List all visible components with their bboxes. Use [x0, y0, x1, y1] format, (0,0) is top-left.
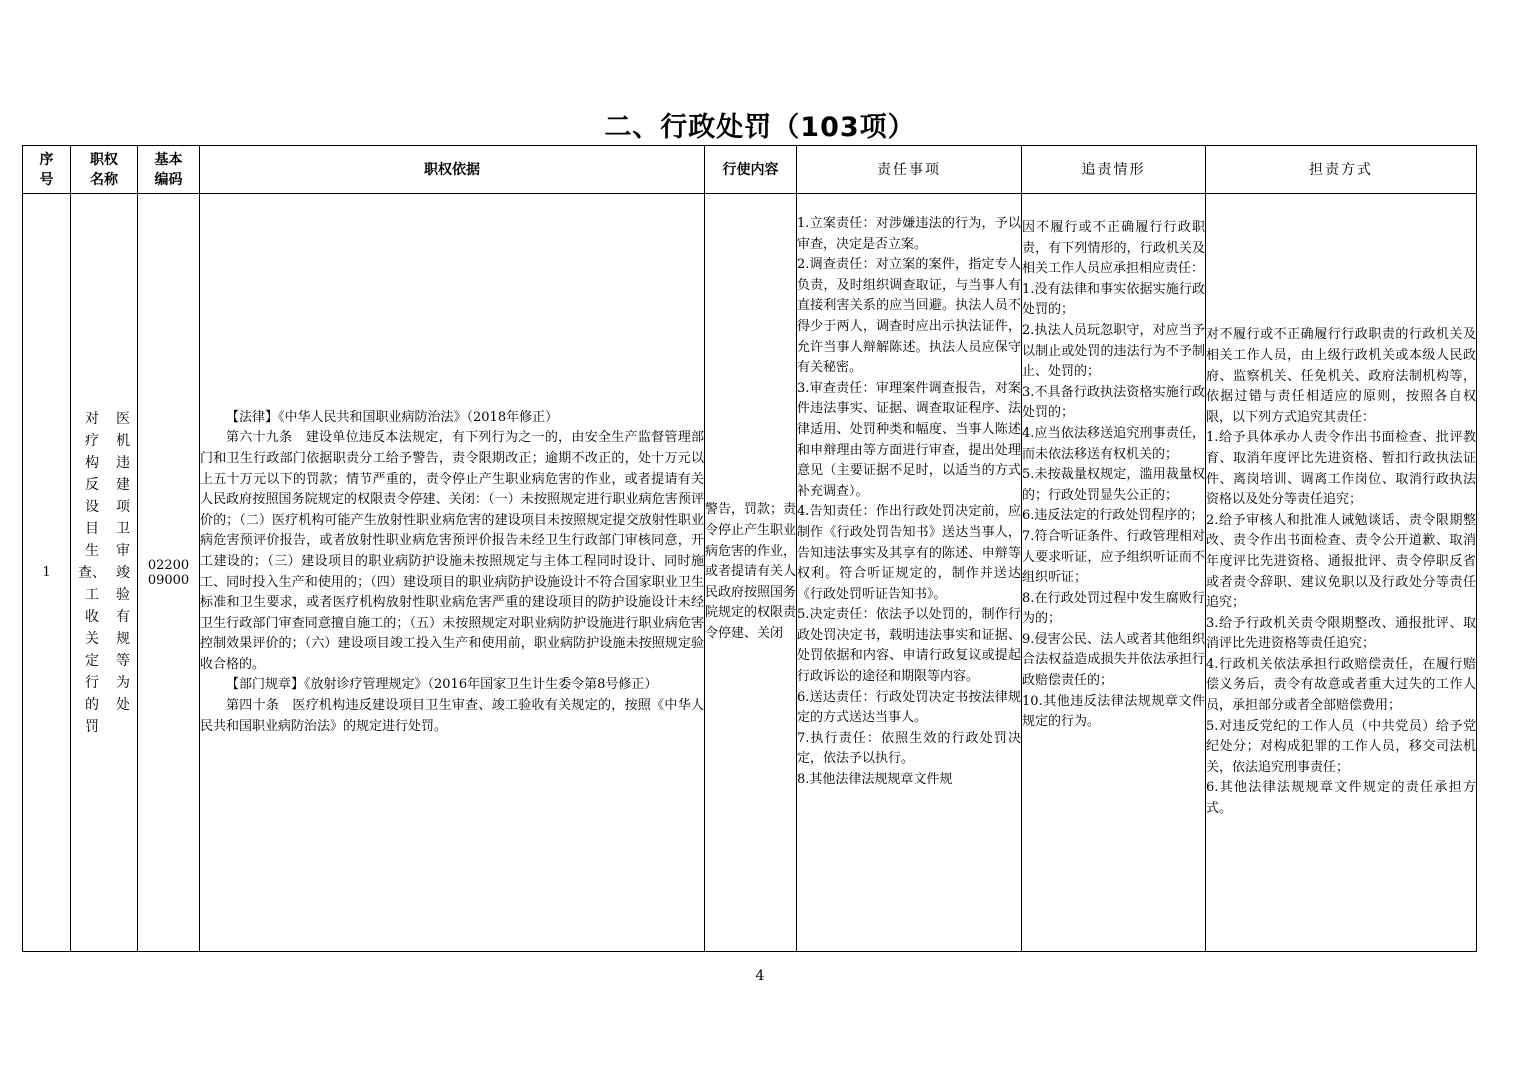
list-item: 4.告知责任：作出行政处罚决定前，应制作《行政处罚告知书》送达当事人，告知违法事实及其享有的陈述、申辩等权利。符合听证规定的，制作并送达《行政处罚听证告知书》。: [797, 504, 1021, 602]
list-item: 2.调查责任：对立案的案件，指定专人负责，及时组织调查取证，与当事人有直接利害关系的应当回避。执法人员不得少于两人，调查时应出示执法证件，允许当事人辩解陈述。执法人员应保守有关秘密。: [797, 257, 1021, 376]
basis-law-article: 第六十九条 建设单位违反本法规定，有下列行为之一的，由安全生产监督管理部门和卫生行政部门依据职责分工给予警告，责令限期改正；逾期不改正的，处十万元以上五十万元以下的罚款；情节严重的，责令停止产生职业病危害的作业，或者提请有关人民政府按照国务院规定的权限责令停建、关闭：（一）未按照规定进行职业病危害预评价的；（二）医疗机构可能产生放射性职业病危害的建设项目未按照规定提交放射性职业病危害预评价报告，或者放射性职业病危害预评价报告未经卫生行政部门审核同意，开工建设的；（三）建设项目的职业病防护设施未按照规定与主体工程同时设计、同时施工、同时投入生产和使用的；（四）建设项目的职业病防护设施设计不符合国家职业卫生标准和卫生要求，或者医疗机构放射性职业病危害严重的建设项目的防护设施设计未经卫生行政部门审查同意擅自施工的；（五）未按照规定对职业病防护设施进行职业病危害控制效果评价的；（六）建设项目竣工投入生产和使用前，职业病防护设施未按照规定验收合格的。: [200, 430, 704, 672]
list-item: 2.执法人员玩忽职守，对应当予以制止或处罚的违法行为不予制止、处罚的；: [1022, 322, 1205, 380]
name-char: 项: [116, 498, 130, 515]
table-row: [23, 194, 1477, 952]
name-char: 构: [85, 454, 99, 471]
name-char: 行: [85, 674, 99, 691]
row-method: [1206, 194, 1477, 952]
name-char: 为: [116, 674, 130, 691]
list-item: 3.审查责任：审理案件调查报告，对案件违法事实、证据、调查取证程序、法律适用、处罚种类和幅度、当事人陈述和申辩理由等方面进行审查，提出处理意见（主要证据不足时，以适当的方式补充调查）。: [797, 380, 1021, 499]
row-seq: 1: [23, 194, 71, 952]
row-name-vertical: [71, 408, 137, 738]
penalty-table: [22, 145, 1477, 952]
name-char: 工: [85, 586, 99, 603]
list-item: 9.侵害公民、法人或者其他组织合法权益造成损失并依法承担行政赔偿责任的；: [1022, 631, 1205, 689]
list-item: 3.不具备行政执法资格实施行政处罚的；: [1022, 384, 1205, 421]
list-item: 10.其他违反法律法规规章文件规定的行为。: [1022, 693, 1205, 730]
name-char: 规: [116, 630, 130, 647]
row-name-column-left: [78, 408, 106, 738]
list-item: 6.送达责任：行政处罚决定书按法律规定的方式送达当事人。: [797, 689, 1021, 726]
name-char: 审: [116, 542, 130, 559]
name-char: 等: [116, 652, 130, 669]
name-char: 建: [116, 476, 130, 493]
list-item: 4.应当依法移送追究刑事责任，而未依法移送有权机关的；: [1022, 425, 1205, 462]
list-item: 1.给予具体承办人责令作出书面检查、批评教育、取消年度评比先进资格、暂扣行政执法证件、离岗培训、调离工作岗位、取消行政执法资格以及处分等责任追究；: [1206, 430, 1476, 508]
name-char: 处: [116, 696, 130, 713]
list-item: 1.立案责任：对涉嫌违法的行为，予以审查，决定是否立案。: [797, 216, 1021, 252]
name-char: 的: [85, 696, 99, 713]
name-char: 违: [116, 454, 130, 471]
name-char: 验: [116, 586, 130, 603]
row-content: 警告，罚款；责令停止产生职业病危害的作业，或者提请有关人民政府按照国务院规定的权限责令停建、关闭: [705, 194, 797, 952]
name-char: 查、: [78, 564, 106, 581]
list-item: 7.符合听证条件、行政管理相对人要求听证，应予组织听证而不组织听证；: [1022, 528, 1205, 586]
name-char: 反: [85, 476, 99, 493]
list-item: 3.给予行政机关责令限期整改、通报批评、取消评比先进资格等责任追究；: [1206, 615, 1476, 652]
list-item: 4.行政机关依法承担行政赔偿责任，在履行赔偿义务后，责令有故意或者重大过失的工作人员，承担部分或者全部赔偿费用；: [1206, 656, 1476, 714]
table-header-row: [23, 146, 1477, 194]
list-item: 对不履行或不正确履行行政职责的行政机关及相关工作人员，由上级行政机关或本级人民政府、监察机关、任免机关、政府法制机构等，依据过错与责任相适应的原则，按照各自权限，以下列方式追究其责任：: [1206, 327, 1476, 425]
name-char: 收: [85, 608, 99, 625]
page-number: 4: [755, 968, 765, 984]
name-char: 机: [116, 432, 130, 449]
row-accountability: [1022, 194, 1206, 952]
list-item: 因不履行或不正确履行行政职责，有下列情形的，行政机关及相关工作人员应承担相应责任：: [1022, 220, 1205, 277]
name-char: 卫: [116, 520, 130, 537]
name-char: 生: [85, 542, 99, 559]
list-item: 1.没有法律和事实依据实施行政处罚的；: [1022, 281, 1205, 318]
name-char: 关: [85, 630, 99, 647]
list-item: 6.违反法定的行政处罚程序的；: [1022, 508, 1204, 524]
row-basis: [200, 194, 705, 952]
name-char: 疗: [85, 432, 99, 449]
basis-law-title: 【法律】《中华人民共和国职业病防治法》（2018年修正）: [226, 409, 559, 425]
header-basis: 职权依据: [200, 146, 705, 194]
list-item: 5.未按裁量权规定，滥用裁量权的；行政处罚显失公正的；: [1022, 467, 1205, 503]
list-item: 5.决定责任：依法予以处罚的，制作行政处罚决定书，载明违法事实和证据、处罚依据和内容、申请行政复议或提起行政诉讼的途径和期限等内容。: [797, 607, 1021, 685]
name-char: 对: [85, 410, 99, 427]
row-name: [71, 194, 138, 952]
name-char: 设: [85, 498, 99, 515]
name-char: 罚: [85, 718, 99, 735]
list-item: 7.执行责任：依照生效的行政处罚决定，依法予以执行。: [797, 730, 1021, 767]
row-code: 02200 09000: [138, 194, 200, 952]
header-seq: 序 号: [23, 146, 71, 194]
header-code: 基本 编码: [138, 146, 200, 194]
name-char: 医: [116, 410, 130, 427]
list-item: 6.其他法律法规规章文件规定的责任承担方式。: [1206, 780, 1476, 817]
name-char: 竣: [116, 564, 130, 581]
name-char: 定: [85, 652, 99, 669]
header-method: 担责方式: [1206, 146, 1477, 194]
list-item: 2.给予审核人和批准人诫勉谈话、责令限期整改、责令作出书面检查、责令公开道歉、取消年度评比先进资格、通报批评、责令停职反省或者责令辞职、建议免职以及行政处分等责任追究；: [1206, 512, 1476, 611]
name-char: 目: [85, 520, 99, 537]
row-name-column-right: [116, 408, 130, 738]
list-item: 5.对违反党纪的工作人员（中共党员）给予党纪处分；对构成犯罪的工作人员，移交司法机关，依法追究刑事责任；: [1206, 718, 1476, 775]
header-duty: 责任事项: [797, 146, 1022, 194]
header-accountability: 追责情形: [1022, 146, 1206, 194]
list-item: 8.在行政处罚过程中发生腐败行为的；: [1022, 590, 1205, 627]
header-name: 职权 名称: [71, 146, 138, 194]
name-char: 有: [116, 608, 130, 625]
basis-rule-title: 【部门规章】《放射诊疗管理规定》（2016年国家卫生计生委令第8号修正）: [226, 677, 658, 693]
header-content: 行使内容: [705, 146, 797, 194]
list-item: 8.其他法律法规规章文件规: [797, 772, 953, 788]
basis-rule-article: 第四十条 医疗机构违反建设项目卫生审查、竣工验收有关规定的，按照《中华人民共和国职业病防治法》的规定进行处罚。: [200, 698, 704, 734]
page-title: 二、行政处罚（103项）: [604, 112, 916, 143]
row-duty: [797, 194, 1022, 952]
